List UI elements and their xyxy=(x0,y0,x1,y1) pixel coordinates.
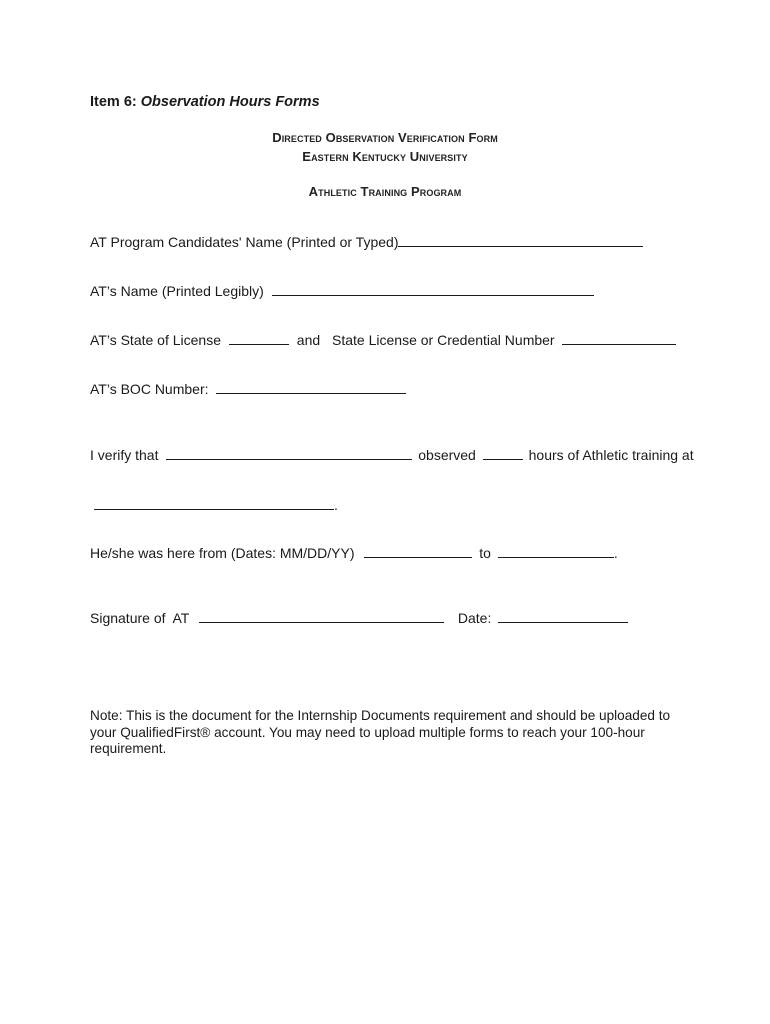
observed-text: observed xyxy=(418,447,476,463)
dates-row xyxy=(90,545,618,561)
signature-label: Signature of AT xyxy=(90,610,190,626)
boc-row xyxy=(90,381,406,397)
signature-field[interactable] xyxy=(199,610,444,623)
license-number-label: State License or Credential Number xyxy=(332,332,555,348)
candidate-name-label: AT Program Candidates' Name (Printed or Typed) xyxy=(90,234,399,250)
dates-label: He/she was here from (Dates: MM/DD/YY) xyxy=(90,545,355,561)
at-name-field[interactable] xyxy=(272,283,594,296)
hours-field[interactable] xyxy=(483,447,523,460)
boc-label: AT’s BOC Number: xyxy=(90,381,209,397)
candidate-name-row xyxy=(90,234,643,250)
heading-title: Observation Hours Forms xyxy=(140,94,320,110)
candidate-verify-field[interactable] xyxy=(166,447,412,460)
form-program-title: Athletic Training Program xyxy=(308,184,462,199)
date-label: Date: xyxy=(457,610,492,626)
verify-row xyxy=(90,447,694,463)
heading-prefix: Item 6: xyxy=(90,94,141,110)
license-number-field[interactable] xyxy=(562,332,676,345)
form-title-line2: Eastern Kentucky University xyxy=(302,149,468,164)
location-period: . xyxy=(334,497,338,513)
verify-prefix: I verify that xyxy=(90,447,159,463)
state-license-label: AT’s State of License xyxy=(90,332,221,348)
and-text: and xyxy=(296,332,321,348)
at-name-row xyxy=(90,283,594,299)
boc-number-field[interactable] xyxy=(216,381,406,394)
hours-text: hours of Athletic training at xyxy=(528,447,694,463)
date-from-field[interactable] xyxy=(364,545,472,558)
form-title-line1: Directed Observation Verification Form xyxy=(272,130,498,145)
signature-row xyxy=(90,610,628,626)
at-name-label: AT’s Name (Printed Legibly) xyxy=(90,283,264,299)
date-to-field[interactable] xyxy=(498,545,614,558)
location-field[interactable] xyxy=(94,497,334,510)
candidate-name-field[interactable] xyxy=(398,234,643,247)
to-text: to xyxy=(479,545,491,561)
license-row xyxy=(90,332,676,348)
note-paragraph: Note: This is the document for the Internship Documents requirement and should be uploaded to your QualifiedFirst® account. You may need to upload multiple forms to reach your 100-hour requirement. xyxy=(90,708,671,756)
dates-period: . xyxy=(613,545,618,561)
state-license-field[interactable] xyxy=(229,332,289,345)
page-heading xyxy=(90,94,320,110)
location-row xyxy=(94,497,338,513)
signature-date-field[interactable] xyxy=(498,610,628,623)
